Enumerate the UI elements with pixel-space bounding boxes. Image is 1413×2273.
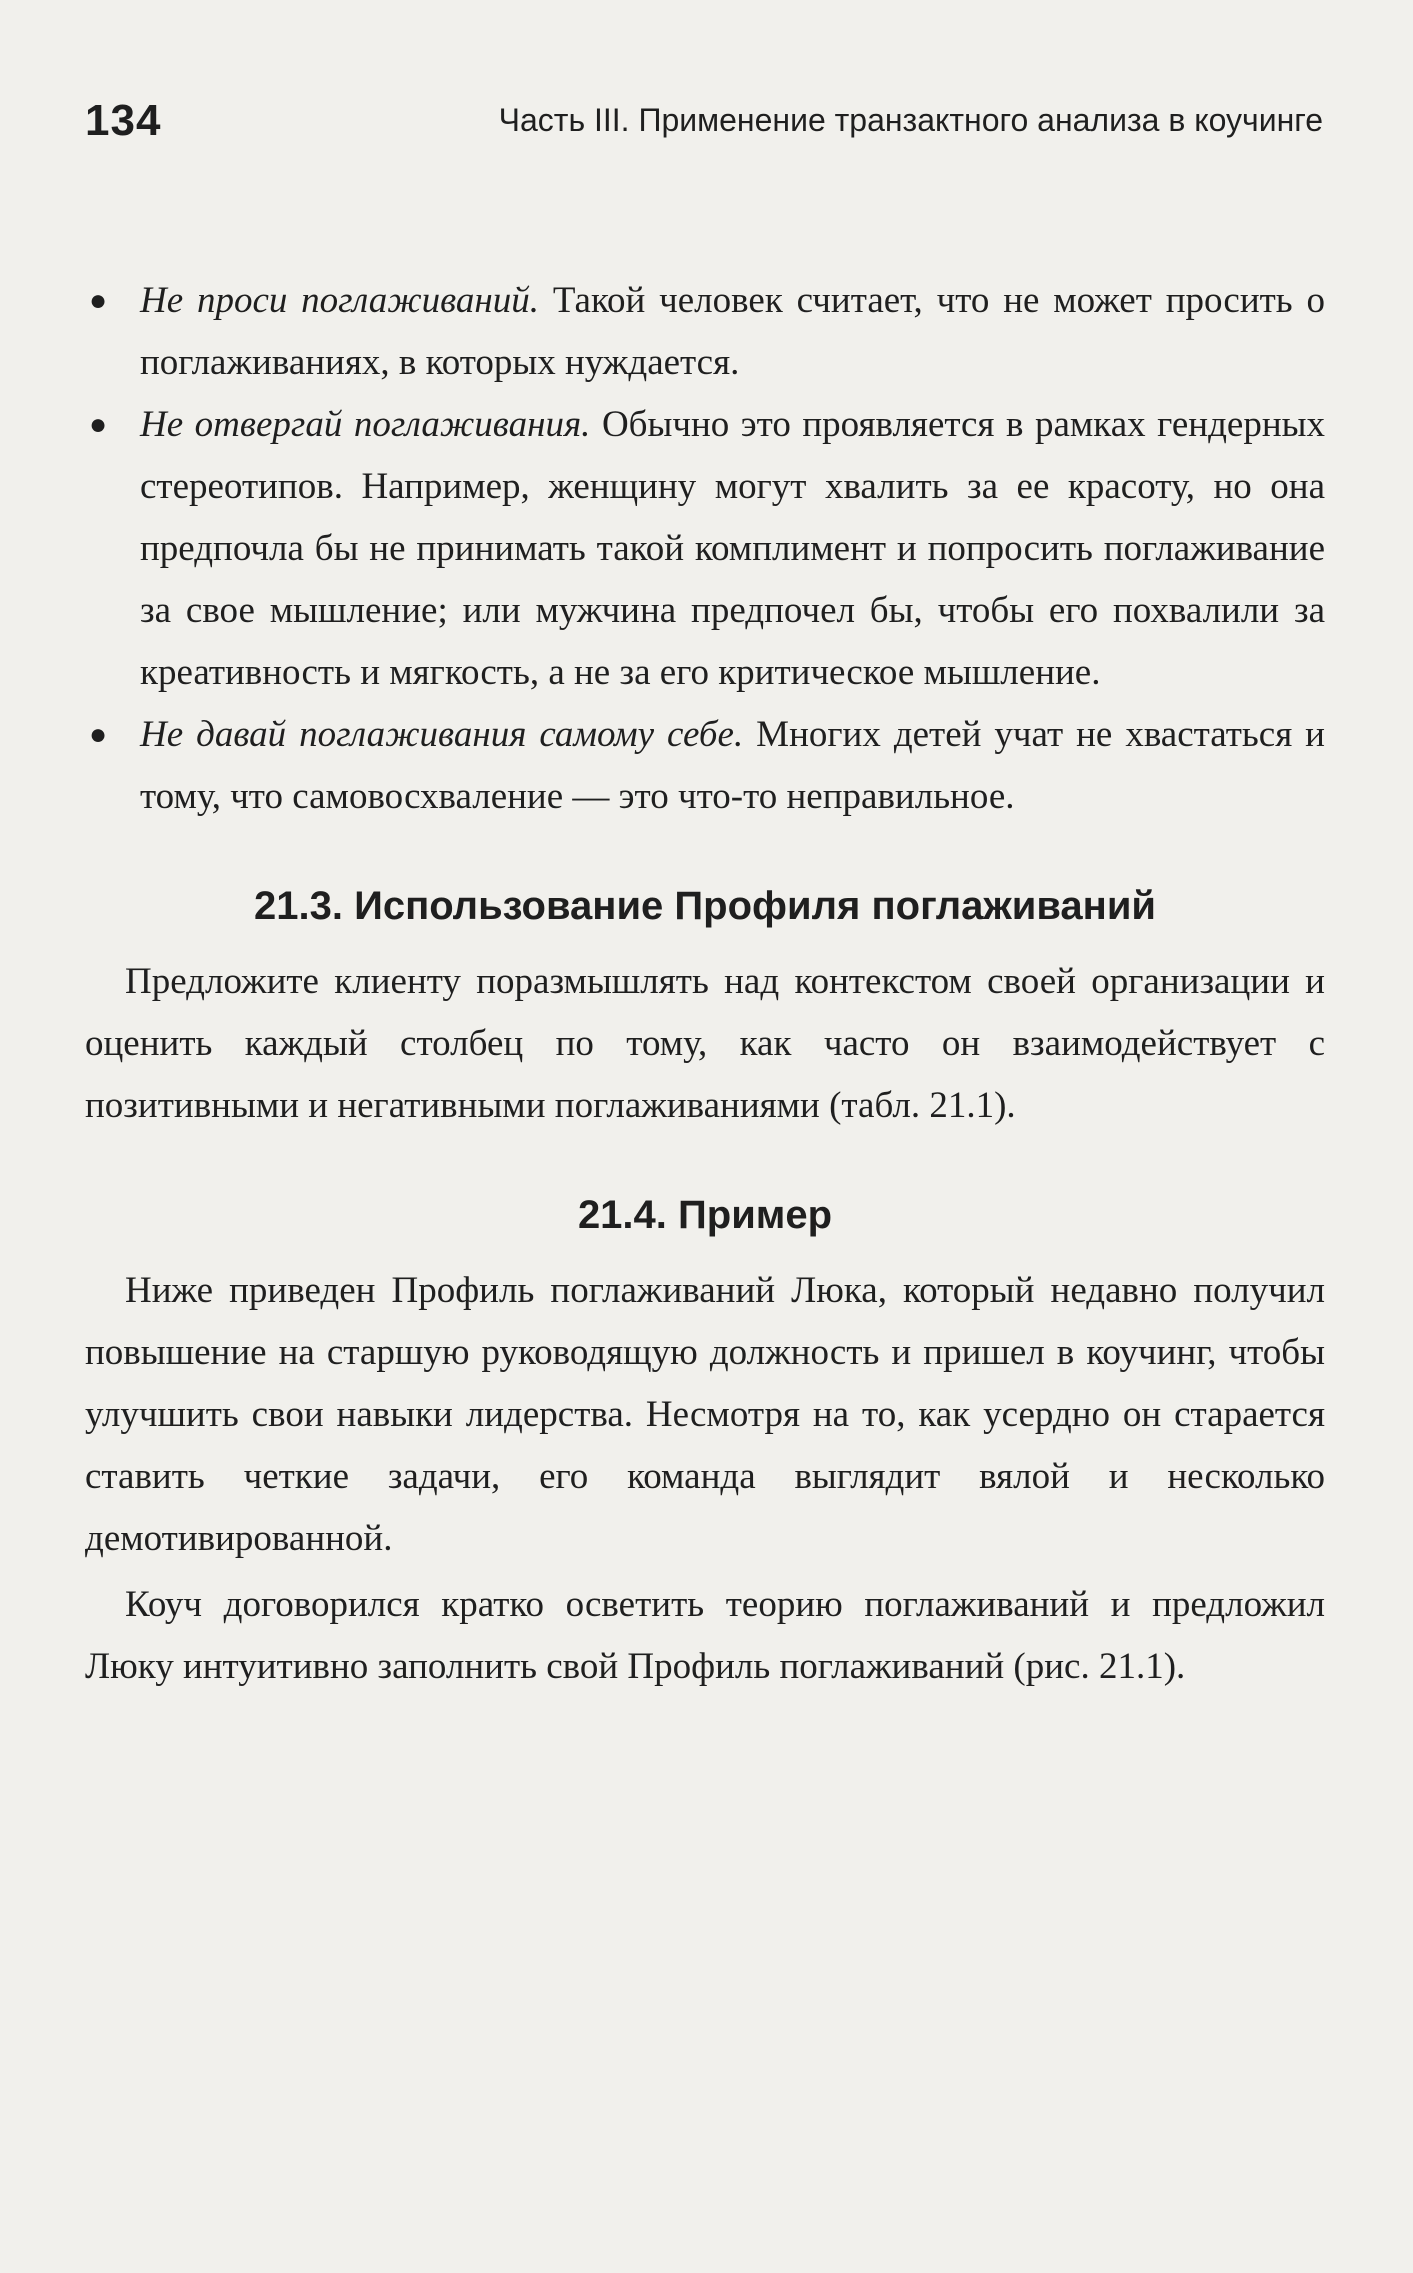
bullet-text: Многих детей учат не хвастаться и тому, что самовосхваление — это что-то неправильное.: [140, 714, 1325, 817]
bullet-text: Такой человек считает, что не может просить о поглаживаниях, в которых нуждается.: [140, 280, 1325, 383]
bullet-lead: Не давай поглаживания самому себе.: [140, 714, 744, 755]
running-head: Часть III. Применение транзактного анализа в коучинге: [498, 102, 1323, 138]
section-heading: 21.4. Пример: [577, 1193, 833, 1237]
page-body: [85, 270, 1325, 1698]
section-paragraph: Предложите клиенту поразмышлять над контекстом своей организации и оценить каждый столбец по тому, как часто он взаимодействует с позитивными и негативными поглаживаниями (табл. 21.1).: [85, 961, 1325, 1126]
page-number: 134: [85, 96, 162, 145]
bullet-text: Обычно это проявляется в рамках гендерных стереотипов. Например, женщину могут хвалить за ее красоту, но она предпочла бы не принимать такой комплимент и попросить поглаживание за свое мышление; или мужчина предпочел бы, чтобы его похвалили за креативность и мягкость, а не за его критическое мышление.: [140, 404, 1325, 693]
section-heading: 21.3. Использование Профиля поглаживаний: [254, 884, 1156, 928]
bullet-item: [85, 270, 1325, 394]
bullet-lead: Не отвергай поглаживания.: [140, 404, 591, 445]
bullet-lead: Не проси поглаживаний.: [140, 280, 540, 321]
bullet-item: [85, 704, 1325, 828]
bullet-list: [85, 270, 1325, 828]
bullet-item: [85, 394, 1325, 704]
section-paragraph: Коуч договорился кратко осветить теорию поглаживаний и предложил Люку интуитивно заполнить свой Профиль поглаживаний (рис. 21.1).: [85, 1584, 1325, 1687]
page-header: [85, 96, 1323, 166]
bullet-dot-icon: ●: [89, 718, 108, 751]
bullet-dot-icon: ●: [89, 408, 108, 441]
bullet-dot-icon: ●: [89, 284, 108, 317]
section-paragraph: Ниже приведен Профиль поглаживаний Люка, который недавно получил повышение на старшую руководящую должность и пришел в коучинг, чтобы улучшить свои навыки лидерства. Несмотря на то, как усердно он старается ставить четкие задачи, его команда выглядит вялой и несколько демотивированной.: [85, 1270, 1325, 1559]
